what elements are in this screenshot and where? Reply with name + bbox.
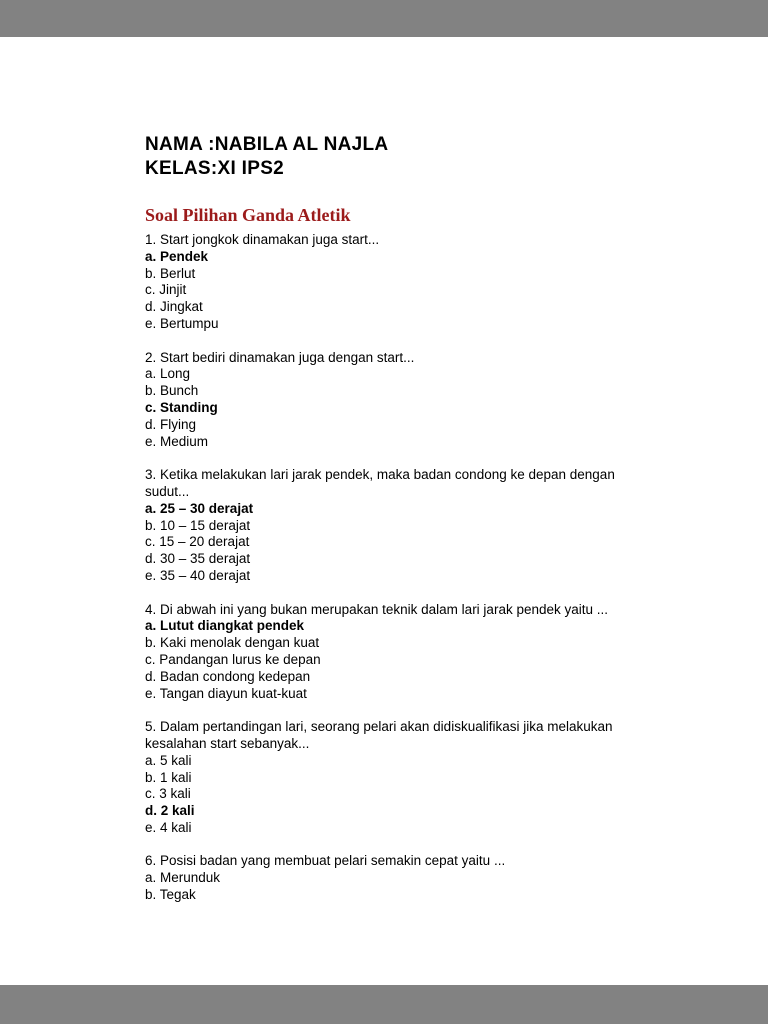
answer-option: e. 35 – 40 derajat (145, 567, 251, 583)
answer-option: e. Tangan diayun kuat-kuat (145, 685, 307, 701)
question-block (145, 853, 637, 903)
answer-option: a. Pendek (145, 248, 209, 264)
question-text: 1. Start jongkok dinamakan juga start... (145, 232, 380, 247)
answer-option: b. Kaki menolak dengan kuat (145, 635, 320, 651)
answer-option: c. Standing (145, 399, 218, 415)
answer-option: b. 1 kali (145, 769, 192, 785)
answer-option: d. 30 – 35 derajat (145, 551, 251, 567)
viewer-margin-top (0, 0, 768, 37)
student-class-line: KELAS:XI IPS2 (145, 158, 285, 179)
question-text: 6. Posisi badan yang membuat pelari semakin cepat yaitu ... (145, 853, 506, 869)
document-page (0, 37, 768, 985)
question-text: 3. Ketika melakukan lari jarak pendek, maka badan condong ke depan dengan sudut... (145, 467, 615, 499)
question-text: 4. Di abwah ini yang bukan merupakan teknik dalam lari jarak pendek yaitu ... (145, 601, 609, 617)
answer-option: a. 5 kali (145, 752, 192, 768)
question-block (145, 232, 637, 333)
answer-option: a. Lutut diangkat pendek (145, 618, 305, 634)
question-block (145, 350, 637, 451)
answer-option: b. Tegak (145, 887, 196, 903)
student-name-line: NAMA :NABILA AL NAJLA (145, 134, 389, 155)
answer-option: d. Badan condong kedepan (145, 668, 311, 684)
answer-option: a. 25 – 30 derajat (145, 500, 254, 516)
question-block (145, 602, 637, 703)
answer-option: e. 4 kali (145, 819, 192, 835)
questions-list (145, 232, 637, 904)
answer-option: d. Jingkat (145, 299, 203, 315)
question-block (145, 467, 637, 585)
answer-option: a. Merunduk (145, 870, 221, 886)
answer-option: b. 10 – 15 derajat (145, 517, 251, 533)
answer-option: c. Pandangan lurus ke depan (145, 651, 321, 667)
section-title: Soal Pilihan Ganda Atletik (145, 205, 351, 225)
answer-option: c. Jinjit (145, 282, 187, 298)
question-text: 5. Dalam pertandingan lari, seorang pelari akan didiskualifikasi jika melakukan kesalahan start sebanyak... (145, 719, 613, 751)
answer-option: e. Bertumpu (145, 315, 219, 331)
question-block (145, 719, 637, 837)
answer-option: b. Bunch (145, 383, 199, 399)
viewer-margin-bottom (0, 985, 768, 1024)
answer-option: b. Berlut (145, 265, 196, 281)
answer-option: e. Medium (145, 433, 209, 449)
answer-option: c. 3 kali (145, 786, 191, 802)
document-header (145, 133, 638, 181)
question-text: 2. Start bediri dinamakan juga dengan start... (145, 349, 415, 365)
answer-option: c. 15 – 20 derajat (145, 534, 250, 550)
answer-option: d. Flying (145, 416, 197, 432)
answer-option: d. 2 kali (145, 803, 195, 819)
answer-option: a. Long (145, 366, 191, 382)
